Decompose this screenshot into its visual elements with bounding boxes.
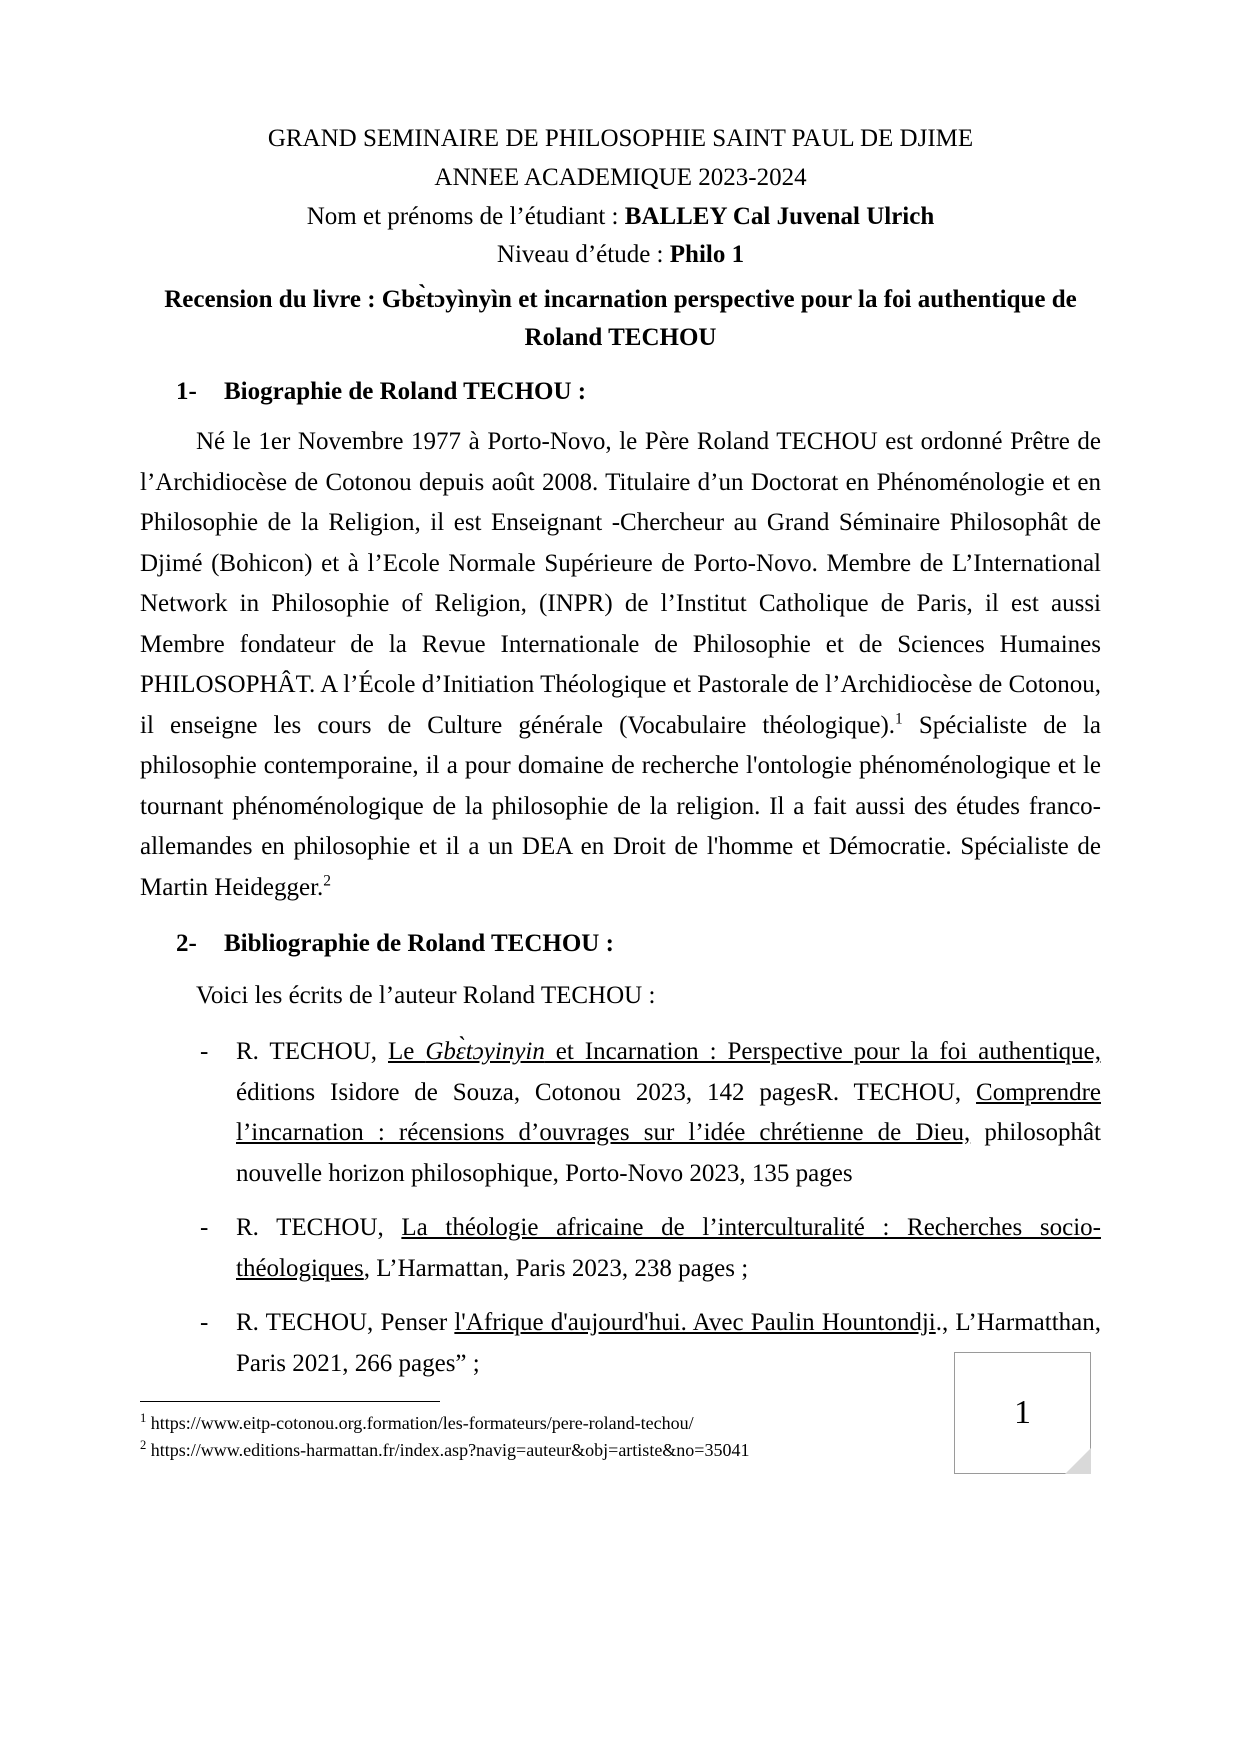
ref-prefix: R. TECHOU, — [236, 1038, 388, 1065]
reference-text — [236, 1208, 1101, 1289]
footnote-separator — [140, 1401, 440, 1402]
section-title-1: Biographie de Roland TECHOU : — [224, 378, 587, 405]
section-heading-bibliographie — [176, 930, 1101, 958]
biographie-paragraph — [140, 422, 1101, 908]
student-name: BALLEY Cal Juvenal Ulrich — [624, 202, 935, 230]
ref-suffix: philosophât nouvelle horizon philosophique, Porto-Novo 2023, 135 pages — [236, 1119, 1101, 1187]
section-number-1: 1- — [176, 378, 197, 405]
section-title-2: Bibliographie de Roland TECHOU : — [224, 930, 614, 957]
list-bullet: - — [200, 1214, 209, 1241]
bibliographie-intro: Voici les écrits de l’auteur Roland TECHOU : — [196, 982, 656, 1009]
student-line — [140, 198, 1101, 237]
ref-underline-1: l'Afrique d'aujourd'hui. Avec Paulin Hountondji — [454, 1309, 936, 1336]
page-title: Recension du livre : Gbɛ̀tɔyìnyìn et incarnation perspective pour la foi authentique de Roland TECHOU — [164, 286, 1077, 351]
ref-suffix: ., L’Harmatthan, Paris 2021, 266 pages” ; — [236, 1309, 1101, 1377]
list-item — [140, 1032, 1101, 1194]
ref-suffix: , L’Harmattan, Paris 2023, 238 pages ; — [363, 1254, 749, 1282]
section-number-2: 2- — [176, 930, 197, 957]
level-line — [140, 236, 1101, 275]
level-value: Philo 1 — [669, 241, 745, 269]
footnote-2-text: https://www.editions-harmattan.fr/index.asp?navig=auteur&obj=artiste&no=35041 — [146, 1440, 750, 1460]
reference-list — [140, 1032, 1101, 1384]
footnote-1-marker: 1 — [140, 1411, 147, 1425]
level-label: Niveau d’étude : — [496, 241, 670, 269]
footnote-marker-2: 2 — [323, 872, 332, 890]
ref-underline-1: Le — [388, 1038, 426, 1065]
ref-prefix: R. TECHOU, Penser — [236, 1309, 455, 1336]
list-bullet: - — [200, 1038, 209, 1065]
list-bullet: - — [200, 1309, 209, 1336]
ref-middle: éditions Isidore de Souza, Cotonou 2023, 142 pagesR. TECHOU, — [236, 1078, 977, 1106]
student-label: Nom et prénoms de l’étudiant : — [306, 202, 625, 230]
footnote-marker-1: 1 — [895, 710, 903, 728]
ref-underline-1: La théologie africaine de l’interculturalité : Recherches socio-théologiques — [236, 1214, 1101, 1282]
institution-name: GRAND SEMINAIRE DE PHILOSOPHIE SAINT PAUL DE DJIME — [267, 125, 974, 152]
ref-title-italic: Gbɛ̀tɔyinyin — [425, 1038, 545, 1065]
footnote-1-text: https://www.eitp-cotonou.org.formation/les-formateurs/pere-roland-techou/ — [146, 1413, 694, 1433]
page-number-value: 1 — [1014, 1394, 1031, 1431]
list-item — [140, 1208, 1101, 1289]
footnote-area — [140, 1401, 960, 1464]
biographie-text-part1: Né le 1er Novembre 1977 à Porto-Novo, le Père Roland TECHOU est ordonné Prêtre de l’Archidiocèse de Cotonou depuis août 2008. Titulaire d’un Doctorat en Phénoménologie et en Philosophie de la Religion, il est Enseignant -Chercheur au Grand Séminaire Philosophât de Djimé (Bohicon) et à l’Ecole Normale Supérieure de Porto-Novo. Membre de L’International Network in Philosophie of Religion, (INPR) de l’Institut Catholique de Paris, il est aussi Membre fondateur de la Revue Internationale de Philosophie et de Sciences Humaines PHILOSOPHÂT. A l’École d’Initiation Théologique et Pastorale de l’Archidiocèse de Cotonou, il enseigne les cours de Culture générale (Vocabulaire théologique). — [140, 428, 1101, 739]
academic-year: ANNEE ACADEMIQUE 2023-2024 — [434, 163, 807, 191]
section-heading-biographie — [176, 378, 1101, 406]
ref-underline-2: et Incarnation : Perspective pour la foi authentique, — [544, 1038, 1101, 1065]
page-corner-fold-icon — [1065, 1448, 1091, 1474]
biographie-text-part2: Spécialiste de la philosophie contemporaine, il a pour domaine de recherche l'ontologie phénoménologique et le tournant phénoménologique de la philosophie de la religion. Il a fait aussi des études franco-allemandes en philosophie et il a un DEA en Droit de l'homme et Démocratie. Spécialiste de Martin Heidegger. — [140, 711, 1101, 901]
ref-prefix: R. TECHOU, — [236, 1214, 402, 1241]
footnote-2 — [140, 1437, 960, 1464]
footnote-1 — [140, 1410, 960, 1437]
reference-text — [236, 1032, 1101, 1194]
ref-underline-3: Comprendre l’incarnation : récensions d’ouvrages sur l’idée chrétienne de Dieu, — [236, 1078, 1101, 1146]
footnote-2-marker: 2 — [140, 1438, 147, 1452]
page-number — [954, 1352, 1091, 1474]
